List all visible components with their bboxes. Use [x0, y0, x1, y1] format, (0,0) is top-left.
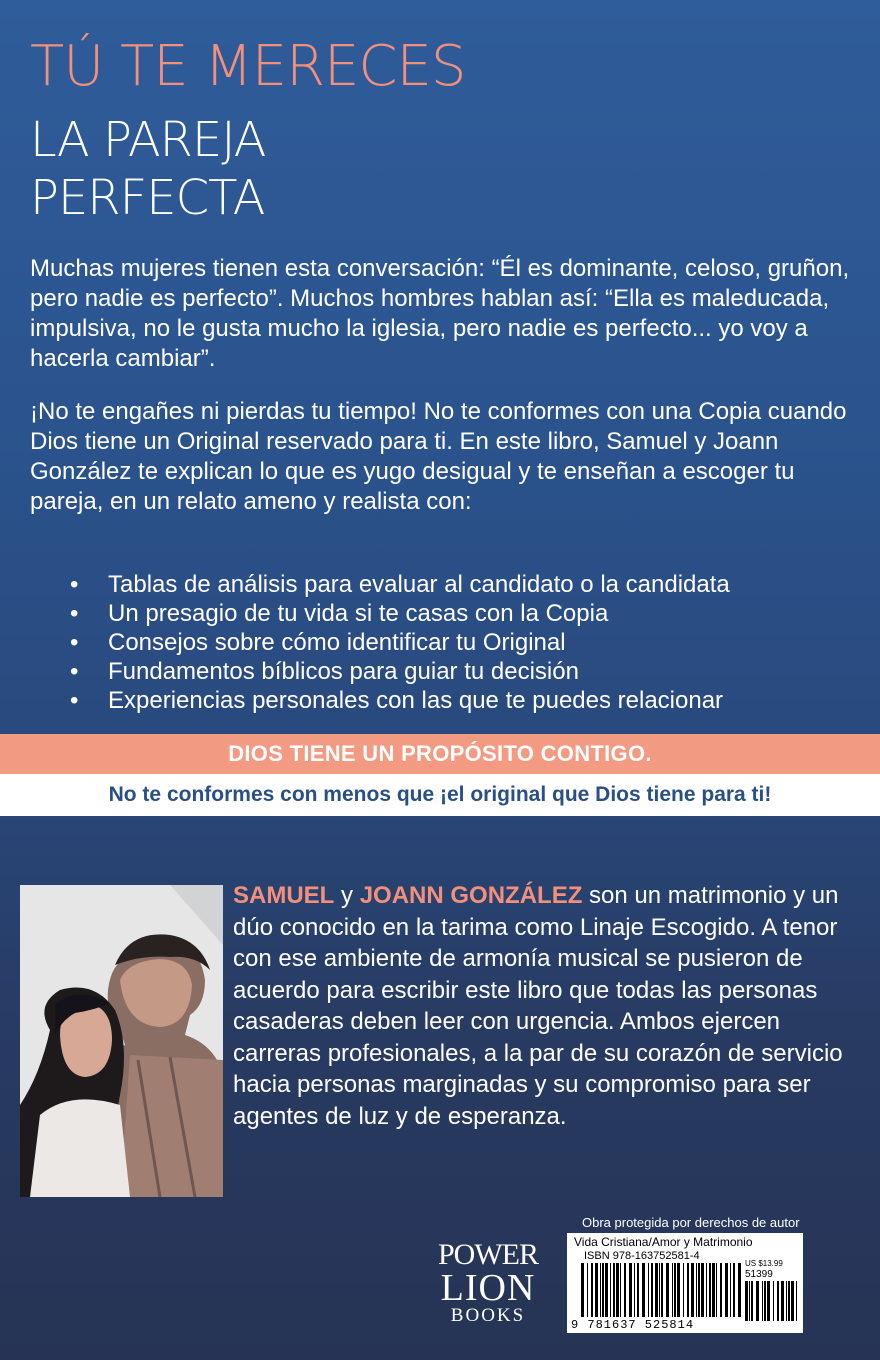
barcode-digits: 9 781637 525814: [571, 1318, 695, 1332]
title-line-2: LA PAREJA: [30, 112, 266, 168]
copyright-notice: Obra protegida por derechos de autor: [582, 1215, 800, 1230]
original-banner-text: No te conformes con menos que ¡el original que Dios tiene para ti!: [108, 783, 772, 806]
bullet-icon: •: [70, 571, 79, 598]
bullet-icon: •: [70, 687, 79, 714]
title-line-1: TÚ TE MERECES: [30, 34, 466, 99]
title-line-3: PERFECTA: [30, 170, 265, 226]
description-paragraph-2: ¡No te engañes ni pierdas tu tiempo! No te conformes con una Copia cuando Dios tiene un Original reservado para ti. En este libro, Samuel y Joann González te explican lo que es yugo desigual y te enseñan a escoger tu pareja, en un relato ameno y realista con:: [30, 398, 847, 515]
feature-list: [70, 570, 860, 715]
purpose-banner-text: DIOS TIENE UN PROPÓSITO CONTIGO.: [228, 741, 652, 766]
barcode-price: US $13.99: [745, 1259, 783, 1268]
original-banner: [0, 774, 880, 816]
list-item: • Un presagio de tu vida si te casas con la Copia: [70, 600, 609, 627]
author-name-samuel: SAMUEL: [233, 882, 335, 909]
list-item: • Fundamentos bíblicos para guiar tu decisión: [70, 658, 579, 685]
barcode-bars-icon: [581, 1263, 741, 1317]
publisher-logo: [432, 1240, 544, 1326]
author-name-joann: JOANN GONZÁLEZ: [359, 882, 583, 909]
bullet-icon: •: [70, 600, 79, 627]
publisher-logo-line-2: LION: [440, 1267, 536, 1309]
list-item: • Experiencias personales con las que te puedes relacionar: [70, 687, 724, 714]
purpose-banner: [0, 734, 880, 774]
list-item: • Tablas de análisis para evaluar al candidato o la candidata: [70, 571, 730, 598]
barcode-isbn: ISBN 978-163752581-4: [584, 1250, 700, 1262]
authors-photo-icon: [20, 885, 223, 1197]
publisher-logo-line-1: POWER: [438, 1238, 538, 1271]
authors-photo: [20, 885, 223, 1197]
barcode-price-code: 51399: [745, 1269, 773, 1280]
bio-connector: y: [334, 882, 360, 909]
bullet-icon: •: [70, 629, 79, 656]
barcode-panel: [567, 1233, 803, 1333]
barcode-addon-bars-icon: [745, 1281, 799, 1321]
barcode-category: Vida Cristiana/Amor y Matrimonio: [574, 1235, 753, 1249]
authors-bio: [233, 880, 863, 1132]
list-item: • Consejos sobre cómo identificar tu Original: [70, 629, 566, 656]
bio-text: son un matrimonio y un dúo conocido en la tarima como Linaje Escogido. A tenor con ese ambiente de armonía musical se pusieron de acuerdo para escribir este libro que todas las personas casaderas deben leer con urgencia. Ambos ejercen carreras profesionales, a la par de su corazón de servicio hacia personas marginadas y su compromiso para ser agentes de luz y de esperanza.: [233, 882, 843, 1130]
publisher-logo-line-3: BOOKS: [450, 1305, 526, 1326]
bullet-icon: •: [70, 658, 79, 685]
description-paragraph-1: Muchas mujeres tienen esta conversación: “Él es dominante, celoso, gruñon, pero nadie es perfecto”. Muchos hombres hablan así: “Ella es maleducada, impulsiva, no le gusta mucho la iglesia, pero nadie es perfecto... yo voy a hacerla cambiar”.: [30, 255, 850, 372]
